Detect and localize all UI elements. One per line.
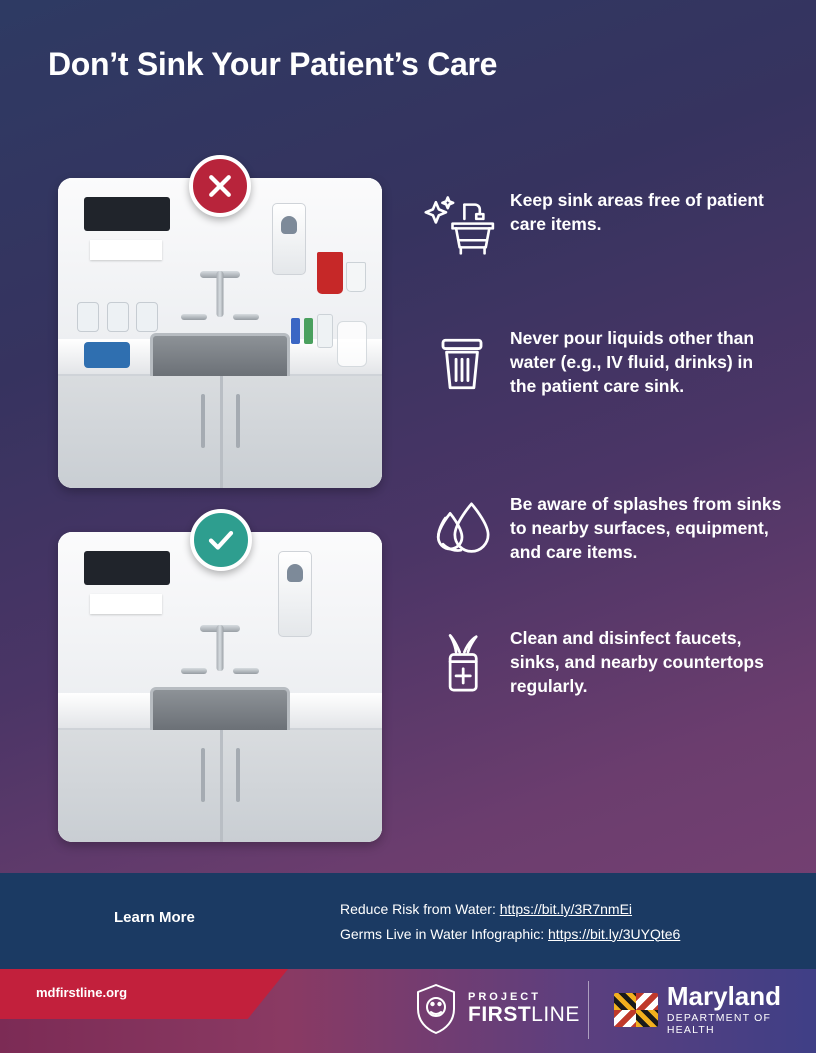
resource-url-2[interactable]: https://bit.ly/3UYQte6: [548, 925, 681, 942]
project-firstline-wordmark: [468, 992, 580, 1026]
flag-quadrant-4: [636, 1010, 658, 1027]
resource-label: Reduce Risk from Water:: [340, 901, 496, 917]
site-url[interactable]: mdfirstline.org: [36, 985, 128, 1000]
pfl-first: FIRST: [468, 1002, 532, 1026]
pfl-line-1: PROJECT: [468, 991, 541, 1004]
faucet-handle-left: [181, 314, 207, 320]
resource-label: Germs Live in Water Infographic:: [340, 925, 545, 942]
cabinet-handle-right: [236, 748, 240, 802]
maryland-doh-logo: [614, 983, 816, 1036]
cabinet-handle-right: [236, 394, 240, 448]
supply-jar-3: [136, 302, 158, 332]
maryland-wordmark: [667, 983, 816, 1036]
blue-tube: [291, 318, 300, 344]
tip-item: [414, 484, 784, 576]
maryland-name: Maryland: [666, 981, 782, 1011]
check-mark-icon: [190, 509, 252, 571]
cabinet-divider: [220, 730, 223, 842]
cabinet-handle-left: [201, 394, 205, 448]
green-tube: [304, 318, 313, 344]
bottle: [317, 314, 333, 348]
x-mark-icon: [189, 155, 251, 217]
disinfecting-wipes-icon: [414, 618, 510, 710]
paper-towel-dispenser: [84, 197, 170, 231]
sink-scene-clean: [58, 532, 382, 842]
supply-jar-2: [107, 302, 129, 332]
project-firstline-logo: [414, 983, 580, 1035]
faucet-handle-left: [181, 668, 207, 674]
faucet-neck: [217, 271, 224, 317]
supply-jar-1: [77, 302, 99, 332]
tip-item: [414, 618, 784, 710]
trash-can-icon: [414, 318, 510, 410]
page-title: Don’t Sink Your Patient’s Care: [48, 46, 498, 82]
footer-divider: [588, 981, 589, 1039]
maryland-flag-icon: [614, 993, 658, 1027]
footer: [0, 969, 816, 1053]
soap-dispenser: [272, 203, 306, 275]
soap-dispenser-window: [281, 216, 297, 234]
flag-quadrant-3: [614, 1010, 636, 1027]
photo-cluttered-sink: [58, 178, 382, 488]
red-cup: [317, 252, 343, 294]
shield-icon: [414, 983, 458, 1035]
tips-list: [414, 180, 784, 752]
tip-item: [414, 180, 784, 272]
soap-dispenser: [278, 551, 312, 637]
tip-text: Never pour liquids other than water (e.g., IV fluid, drinks) in the patient care sink.: [510, 328, 755, 397]
supply-bag: [337, 321, 367, 367]
sparkling-sink-icon: [414, 180, 510, 272]
tip-text: Be aware of splashes from sinks to nearby surfaces, equipment, and care items.: [510, 494, 782, 563]
tip-item: [414, 318, 784, 410]
water-droplets-icon: [414, 484, 510, 576]
paper-towel-sheet: [90, 240, 162, 260]
faucet-neck: [217, 625, 224, 671]
maryland-department: DEPARTMENT OF HEALTH: [666, 1012, 772, 1036]
faucet-handle-right: [233, 668, 259, 674]
soap-dispenser-window: [287, 564, 303, 582]
paper-towel-dispenser: [84, 551, 170, 585]
blood-pressure-cuff: [84, 342, 130, 368]
paper-towel-sheet: [90, 594, 162, 614]
sink-scene-cluttered: [58, 178, 382, 488]
resource-links: [340, 897, 680, 946]
white-cup: [346, 262, 366, 292]
tip-text: Keep sink areas free of patient care items.: [510, 190, 764, 235]
resource-link-row: [340, 897, 680, 922]
flag-quadrant-2: [636, 993, 658, 1010]
resource-link-row: [340, 922, 680, 947]
cabinets: [58, 730, 382, 842]
learn-more-band: [0, 873, 816, 969]
cabinet-divider: [220, 376, 223, 488]
faucet-handle-right: [233, 314, 259, 320]
learn-more-label: Learn More: [114, 909, 195, 926]
tip-text: Clean and disinfect faucets, sinks, and nearby countertops regularly.: [510, 628, 764, 697]
resource-url-1[interactable]: https://bit.ly/3R7nmEi: [499, 901, 633, 917]
photo-clean-sink: [58, 532, 382, 842]
pfl-line-2: [468, 1004, 580, 1026]
flag-quadrant-1: [614, 993, 636, 1010]
cabinets: [58, 376, 382, 488]
cabinet-handle-left: [201, 748, 205, 802]
pfl-line: LINE: [531, 1002, 580, 1026]
